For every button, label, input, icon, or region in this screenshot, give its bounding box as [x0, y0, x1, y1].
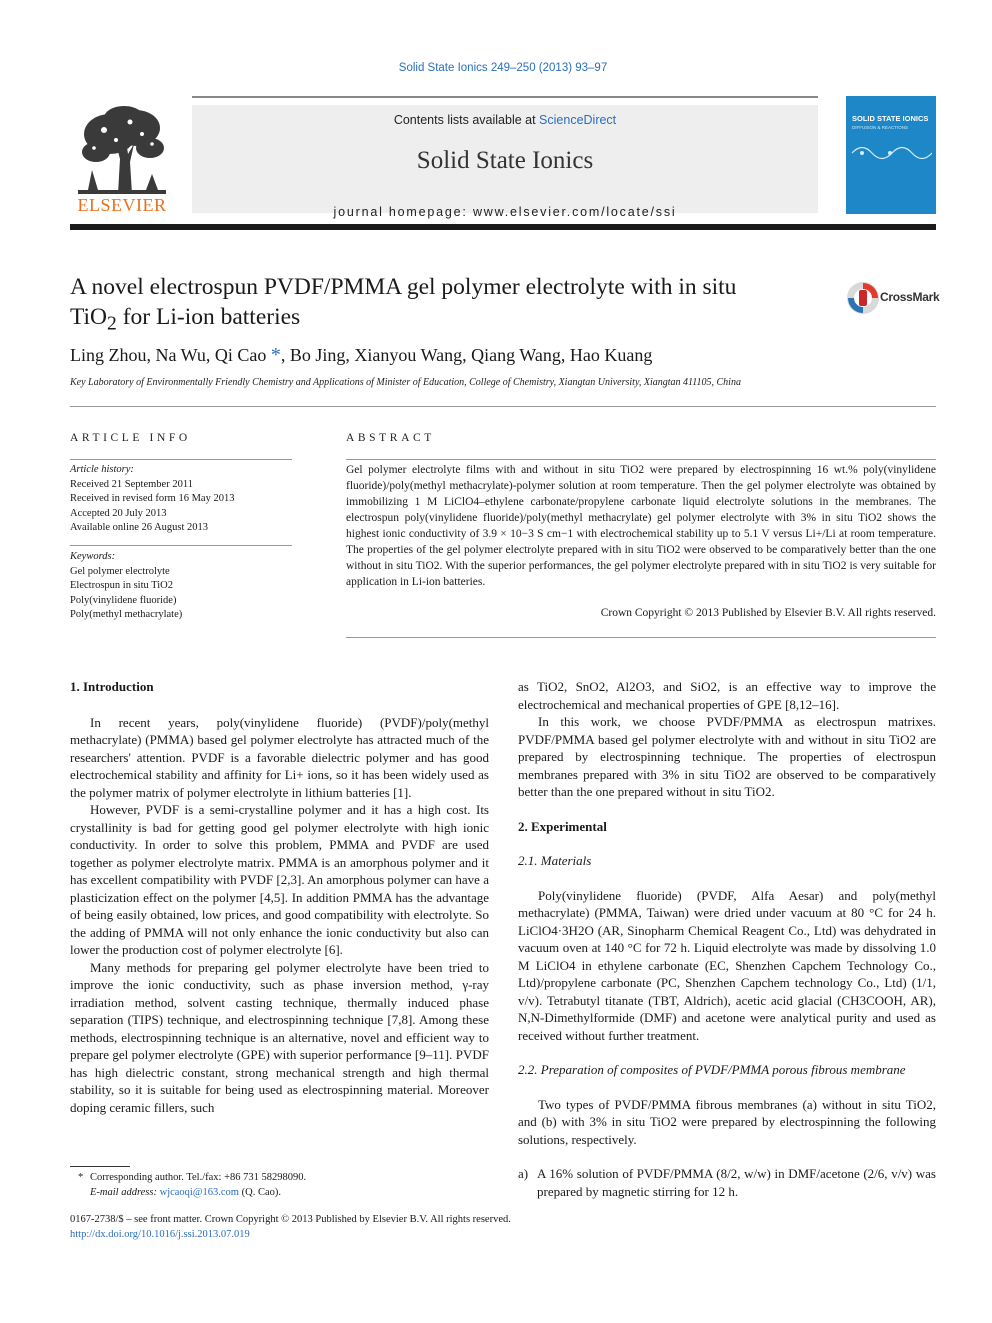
keywords [70, 550, 292, 623]
history-label: Article history: [70, 464, 134, 475]
footnote-email [70, 1186, 489, 1201]
history-revised: Received in revised form 16 May 2013 [70, 493, 235, 505]
journal-banner [192, 105, 818, 219]
elsevier-wordmark: ELSEVIER [77, 195, 167, 215]
abstract-rule-bottom [346, 637, 936, 638]
abstract-copyright: Crown Copyright © 2013 Published by Elsevier B.V. All rights reserved. [600, 607, 936, 619]
article-title [70, 272, 810, 340]
footnote [70, 1171, 489, 1200]
list-item-a [518, 1165, 936, 1200]
subsection-heading-materials: 2.1. Materials [518, 853, 592, 868]
crossmark-icon [846, 280, 880, 316]
body-column-right [518, 678, 936, 1200]
history-online: Available online 26 August 2013 [70, 522, 209, 534]
journal-name: Solid State Ionics [416, 147, 594, 174]
cover-wave-graphic [850, 142, 932, 164]
email-label: E-mail address: [90, 1186, 157, 1198]
journal-homepage[interactable]: journal homepage: www.elsevier.com/locate/ssi [333, 205, 677, 219]
cover-title: SOLID STATE IONICS [852, 114, 929, 123]
footnote-corresponding: * Corresponding author. Tel./fax: +86 731 58298090. [78, 1172, 307, 1183]
contents-line [192, 113, 818, 127]
article-info-rule [70, 459, 292, 460]
list-item-a-text: A 16% solution of PVDF/PMMA (8/2, w/w) in DMF/acetone (2/6, v/v) was prepared by magnetic stirring for 12 h. [537, 1166, 936, 1199]
history-accepted: Accepted 20 July 2013 [70, 507, 167, 519]
section-heading-introduction: 1. Introduction [70, 679, 154, 694]
crossmark-label: CrossMark [880, 290, 940, 304]
body-column-left [70, 678, 489, 1116]
crossmark-badge[interactable] [846, 280, 938, 316]
corresponding-text: Corresponding author. Tel./fax: +86 731 58298090. [90, 1172, 307, 1183]
email-link[interactable]: wjcaoqi@163.com [159, 1186, 239, 1198]
subsection-heading-preparation: 2.2. Preparation of composites of PVDF/PMMA porous fibrous membrane [518, 1062, 906, 1077]
abstract-heading: ABSTRACT [346, 432, 435, 444]
abstract-text: Gel polymer electrolyte films with and without in situ TiO2 were prepared by electrospinning 16 wt.% poly(vinylidene fluoride)/poly(methyl methacrylate)-polymer solution at room temperature. Then the gel polymer electrolyte was obtained by immobilizing 1 M LiClO4–ethylene carbonate/propylene carbonate liquid electrolyte solutions in the membranes. The electrospun poly(vinylidene fluoride)/poly(methyl methacrylate) gel polymer electrolyte with 3% in situ TiO2 shows the highest ionic conductivity of 3.9 × 10−3 S cm−1 with electrochemical stability up to 5.1 V versus Li+/Li at room temperature. The properties of the gel polymer electrolyte prepared with in situ TiO2 were observed to be comparatively better than the one without in situ TiO2. With the superior performances, the gel polymer electrolyte prepared with in situ TiO2 is very suitable for application in Li-ion batteries. [346, 464, 936, 588]
title-tio: TiO [70, 304, 108, 330]
banner-top-rule [192, 96, 818, 98]
article-info-heading: ARTICLE INFO [70, 432, 191, 444]
header-rule [70, 224, 936, 230]
footnote-rule [70, 1166, 130, 1167]
history-received: Received 21 September 2011 [70, 478, 193, 490]
article-history [70, 463, 292, 536]
title-tail: for Li-ion batteries [116, 304, 301, 330]
keyword: Poly(methyl methacrylate) [70, 609, 183, 621]
issn-line: 0167-2738/$ – see front matter. Crown Copyright © 2013 Published by Elsevier B.V. All rights reserved. [70, 1214, 511, 1225]
keyword: Gel polymer electrolyte [70, 565, 170, 577]
cover-subtitle: DIFFUSION & REACTIONS [852, 125, 909, 130]
corresponding-star[interactable]: * [270, 344, 281, 366]
intro-paragraph-5: In this work, we choose PVDF/PMMA as electrospun matrixes. PVDF/PMMA based gel polymer electrolyte with and without in situ TiO2 are prepared by electrospinning technique. The properties of electrospun membranes prepared with 3% in situ TiO2 are observed to be comparatively better than the one prepared without in situ TiO2. [518, 714, 936, 799]
intro-paragraph-1: In recent years, poly(vinylidene fluoride) (PVDF)/poly(methyl methacrylate) (PMMA) based gel polymer electrolyte has attracted much of the researchers' attention. PVDF is a favorable dielectric polymer and has good electrochemical stability and affinity for Li+ ions, so it has been widely used as the polymer matrix of polymer electrolyte in lithium batteries [1]. [70, 714, 489, 800]
intro-paragraph-3: Many methods for preparing gel polymer electrolyte have been tried to improve the ionic conductivity, such as phase inversion method, γ-ray irradiation method, solvent casting technique, thermally induced phase separation (TIPS) technique, and electrospinning technique [7,8]. Among these methods, electrospinning technique is an alternative, novel and efficient way to prepare gel polymer electrolyte (GPE) with superior performance [9–11]. PVDF has high dielectric constant, strong mechanical strength and high thermal stability, so it is suitable for being used as electrospinning material. Moreover doping ceramic fillers, such [70, 959, 489, 1115]
keyword: Poly(vinylidene fluoride) [70, 594, 177, 606]
affiliation-rule [70, 406, 936, 407]
author-list [70, 344, 936, 367]
front-matter-footer [70, 1213, 770, 1242]
contents-prefix: Contents lists available at [393, 113, 540, 127]
journal-citation[interactable]: Solid State Ionics 249–250 (2013) 93–97 [398, 62, 608, 74]
keywords-rule [70, 545, 292, 546]
doi-link[interactable]: http://dx.doi.org/10.1016/j.ssi.2013.07.019 [70, 1228, 250, 1240]
materials-paragraph: Poly(vinylidene fluoride) (PVDF, Alfa Aesar) and poly(methyl methacrylate) (PMMA, Taiwan) were dried under vacuum at 80 °C for 24 h. LiClO4·3H2O (AR, Sinopharm Chemical Reagent Co., Ltd) was dehydrated in vacuum oven at 140 °C for 72 h. Liquid electrolyte was made by dissolving 1.0 M LiClO4 in ethylene carbonate (EC, Shenzhen Capchem Technology Co., Ltd)/propylene carbonate (PC, Shenzhen Capchem technology Co., Ltd) (1/1, v/v). Tetrabutyl titanate (TBT, Aldrich), acetic acid glacial (CH3COOH, AR), N,N-Dimethylformide (DMF) and acetone were analytical purity and used as received without further treatment. [518, 887, 936, 1043]
email-suffix: (Q. Cao). [238, 1186, 281, 1198]
affiliation: Key Laboratory of Environmentally Friendly Chemistry and Applications of Minister of Education, College of Chemistry, Xiangtan University, Xiangtan 411105, China [70, 377, 741, 388]
preparation-paragraph: Two types of PVDF/PMMA fibrous membranes (a) without in situ TiO2, and (b) with 3% in situ TiO2 were prepared by electrospinning the following solutions, respectively. [518, 1096, 936, 1147]
keywords-label: Keywords: [70, 551, 116, 562]
list-item-a-label: a) [518, 1166, 529, 1181]
title-line-2 [70, 302, 810, 340]
journal-cover[interactable] [846, 96, 936, 214]
keyword: Electrospun in situ TiO2 [70, 580, 173, 592]
intro-paragraph-2: However, PVDF is a semi-crystalline polymer and it has a high cost. Its crystallinity is bad for getting good gel polymer electrolyte with high ionic conductivity. In order to solve this problem, PMMA and PVDF are used together as polymer electrolyte matrix. PMMA is an amorphous polymer and it has excellent compatibility with PVDF [2,3]. An amorphous polymer can have a plasticization effect on the polymer [4,5]. In addition PMMA has the advantage of being easily obtained, low prices, and good compatibility with electrolyte. So the adding of PMMA will not only enhance the ionic conductivity but also can lower the production cost of polymer electrolyte [6]. [70, 802, 489, 957]
abstract-rule-top [346, 459, 936, 460]
section-heading-experimental: 2. Experimental [518, 818, 607, 834]
authors-before: Ling Zhou, Na Wu, Qi Cao [70, 345, 271, 365]
authors-after: , Bo Jing, Xianyou Wang, Qiang Wang, Hao Kuang [280, 345, 653, 365]
masthead [70, 96, 936, 218]
intro-paragraph-4: as TiO2, SnO2, Al2O3, and SiO2, is an effective way to improve the electrochemical and mechanical properties of GPE [8,12–16]. [518, 679, 936, 712]
sciencedirect-link[interactable]: ScienceDirect [539, 113, 617, 127]
title-sub-2: 2 [107, 313, 117, 335]
title-line-1: A novel electrospun PVDF/PMMA gel polymer electrolyte with in situ [70, 274, 737, 300]
